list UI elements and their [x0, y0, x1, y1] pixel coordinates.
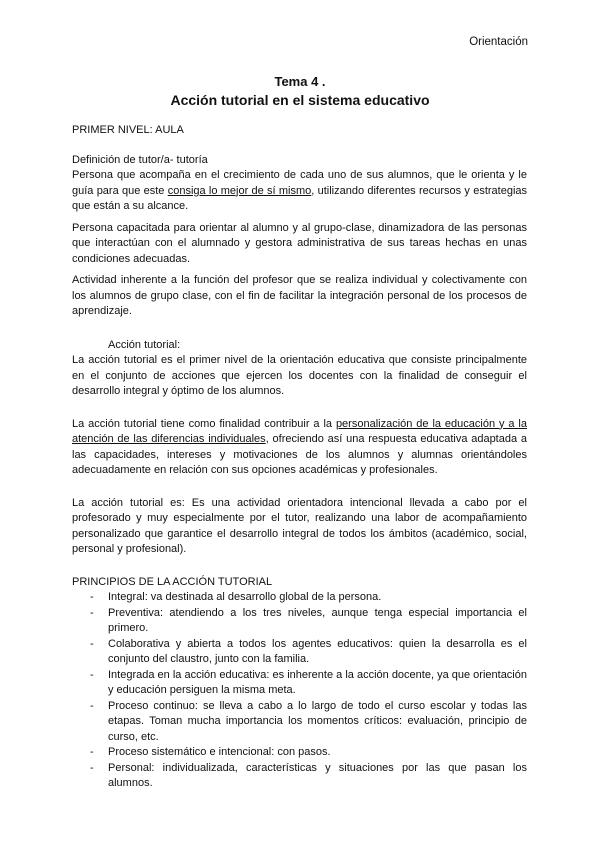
- underlined-phrase: consiga lo mejor de sí mismo: [167, 184, 312, 197]
- list-item: - Integral: va destinada al desarrollo global de la persona.: [90, 590, 527, 606]
- definition-paragraph-3: Actividad inherente a la función del profesor que se realiza individual y colectivamente con los alumnos de grupo clase, con el fin de facilitar la integración personal de los procesos de aprendizaje.: [72, 274, 527, 317]
- definition-paragraph-2: Persona capacitada para orientar al alumno y al grupo-clase, dinamizadora de las personas que interactúan con el alumnado y gestora administrativa de sus tareas hechas en unas condiciones adecuadas.: [72, 221, 527, 265]
- definition-heading: Definición de tutor/a- tutoría: [72, 153, 208, 166]
- accion-paragraph-3: La acción tutorial es: Es una actividad orientadora intencional llevada a cabo por el profesorado y muy especialmente por el tutor, realizando una labor de acompañamiento personalizado que garantice el desarrollo integral de todos los ámbitos (académico, social, personal y profesional).: [72, 496, 527, 555]
- accion-paragraph-1: La acción tutorial es el primer nivel de la orientación educativa que consiste principalmente en el conjunto de acciones que ejercen los docentes con la finalidad de conseguir el desarrollo integral y óptimo de los alumnos.: [72, 354, 527, 397]
- list-item: - Colaborativa y abierta a todos los agentes educativos: quien la desarrolla es el conjunto del claustro, junto con la familia.: [90, 637, 527, 668]
- list-item: - Personal: individualizada, características y situaciones por las que pasan los alumnos.: [90, 761, 527, 792]
- level-heading: PRIMER NIVEL: AULA: [72, 124, 184, 136]
- list-item: - Integrada en la acción educativa: es inherente a la acción docente, ya que orientación y educación persiguen la misma meta.: [90, 668, 527, 699]
- list-item: - Preventiva: atendiendo a los tres niveles, aunque tenga especial importancia el primero.: [90, 606, 527, 637]
- list-item: - Proceso sistemático e intencional: con pasos.: [90, 745, 527, 761]
- accion-tutorial-heading: Acción tutorial:: [108, 338, 181, 351]
- list-item: - Proceso continuo: se lleva a cabo a lo largo de todo el curso escolar y todas las etapas. Toman mucha importancia los momentos críticos: evaluación, principio de curso, etc.: [90, 699, 527, 746]
- page-title: Acción tutorial en el sistema educativo: [170, 92, 430, 108]
- underlined-phrase: personalización de la educación y a la atención de las diferencias individuales: [72, 417, 527, 445]
- definition-paragraph-1: Persona que acompaña en el crecimiento de cada uno de sus alumnos, que le orienta y le guía para que este consiga lo mejor de sí mismo, utilizando diferentes recursos y estrategias que están a su alcance.: [72, 169, 528, 212]
- document-body: [72, 123, 527, 792]
- running-header: Orientación: [469, 36, 528, 48]
- topic-number: Tema 4 .: [274, 74, 326, 89]
- accion-paragraph-2: La acción tutorial tiene como finalidad contribuir a la personalización de la educación y a la atención de las diferencias individuales, ofreciendo así una respuesta educativa adaptada a las capacidades, intereses y motivaciones de los alumnos y alumnas orientándoles adecuadamente en relación con sus opciones académicas y profesionales.: [72, 417, 527, 476]
- principles-heading: PRINCIPIOS DE LA ACCIÓN TUTORIAL: [72, 575, 273, 588]
- principles-list: [72, 590, 527, 792]
